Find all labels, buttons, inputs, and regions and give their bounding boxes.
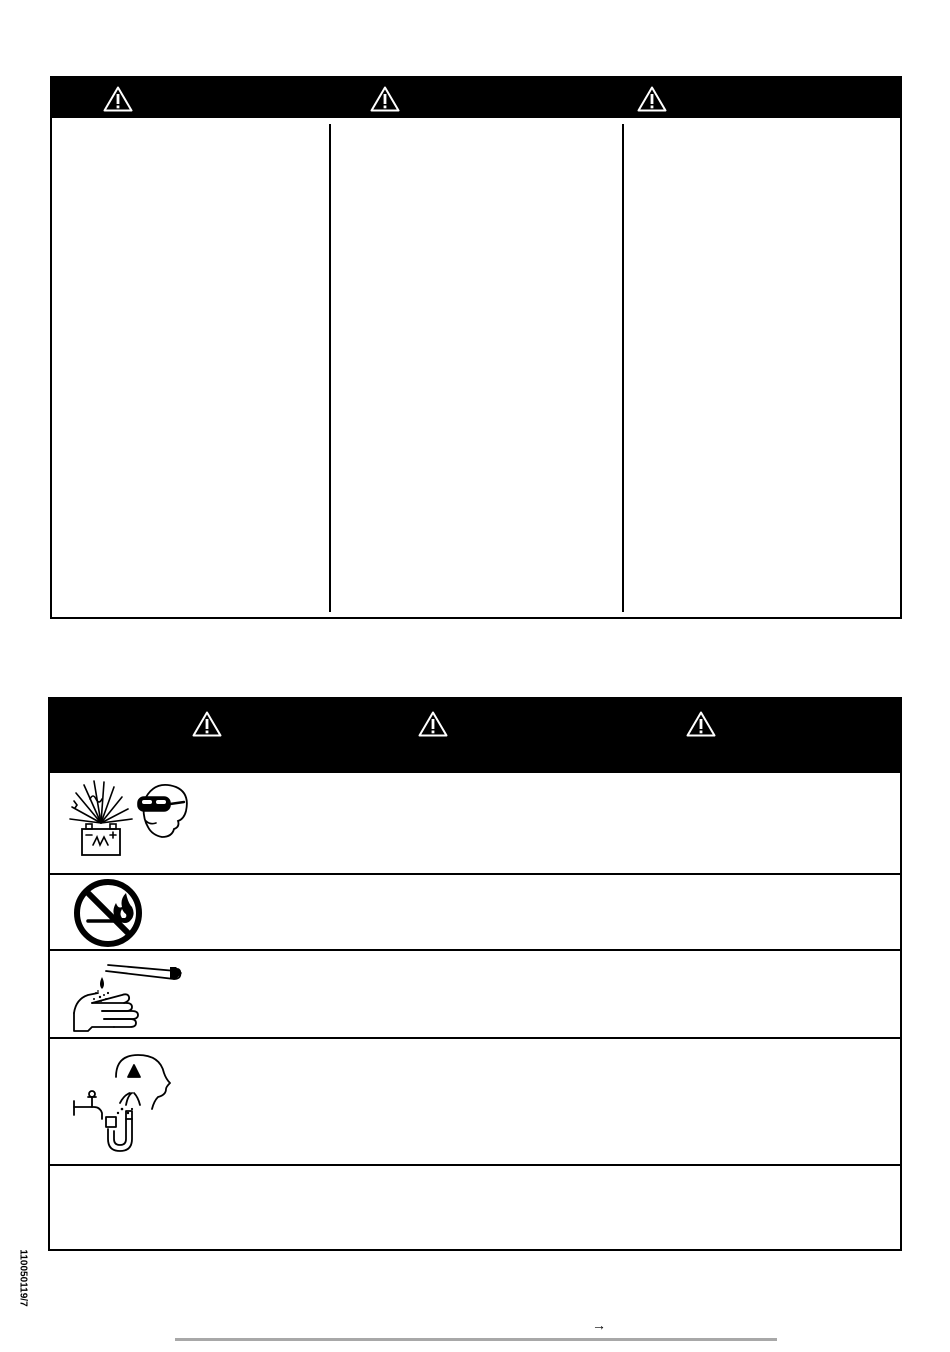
warning-triangle-icon bbox=[686, 711, 716, 737]
warning-panel-top bbox=[50, 76, 902, 619]
document-code bbox=[13, 1248, 33, 1308]
document-code-text: 110050119/7 bbox=[17, 1249, 29, 1307]
safety-row-rinse bbox=[50, 1039, 900, 1166]
acid-on-hand-icon bbox=[70, 957, 182, 1035]
safety-row-notice bbox=[50, 1166, 900, 1249]
safety-row-acid bbox=[50, 951, 900, 1039]
rinse-eyes-water-icon bbox=[70, 1053, 174, 1153]
warning-triangle-icon bbox=[103, 86, 133, 112]
warning-triangle-icon bbox=[637, 86, 667, 112]
warning-triangle-icon bbox=[370, 86, 400, 112]
warning-panel-top-header bbox=[52, 78, 900, 118]
warning-triangle-icon bbox=[192, 711, 222, 737]
battery-explosion-goggles-icon bbox=[66, 779, 190, 859]
continue-arrow-icon: → bbox=[592, 1317, 606, 1333]
warning-triangle-icon bbox=[418, 711, 448, 737]
battery-safety-panel bbox=[48, 697, 902, 1251]
safety-row-no-flame bbox=[50, 875, 900, 951]
no-open-flame-icon bbox=[72, 877, 144, 949]
column-divider bbox=[622, 124, 624, 612]
battery-safety-header bbox=[50, 699, 900, 773]
column-divider bbox=[329, 124, 331, 612]
footer-rule bbox=[175, 1338, 777, 1341]
safety-row-explosion bbox=[50, 773, 900, 875]
